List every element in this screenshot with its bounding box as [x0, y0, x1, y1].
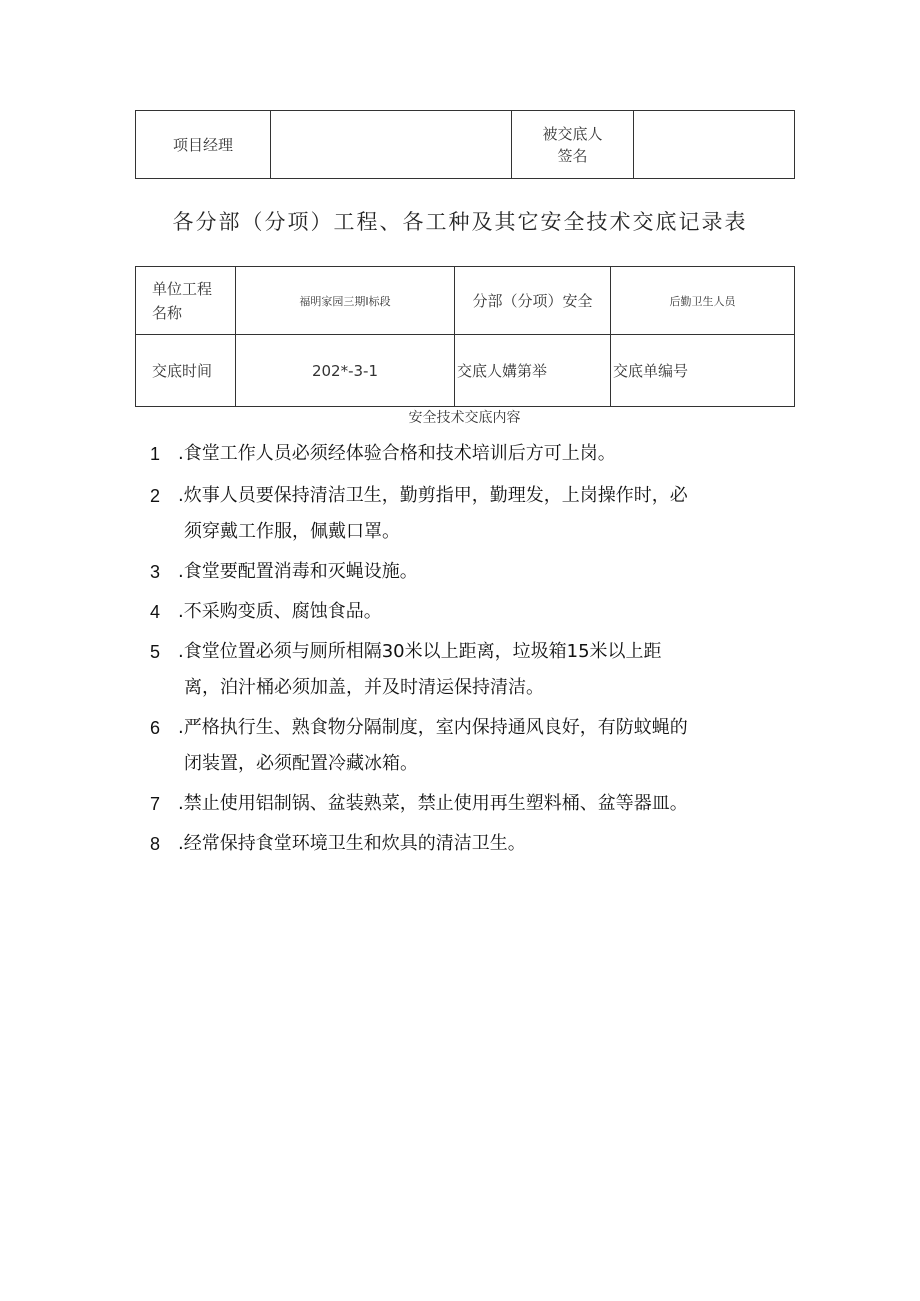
unit-label-line2: 名称 — [152, 303, 183, 322]
safety-items-list — [150, 436, 830, 862]
division-label-cell — [455, 267, 611, 335]
info-row-time — [136, 335, 795, 407]
item-number: 4 — [150, 602, 161, 622]
manager-value-cell — [271, 111, 512, 179]
list-item — [150, 478, 830, 550]
item-number: 2 — [150, 486, 161, 506]
item-text: .严格执行生、熟食物分隔制度，室内保持通风良好，有防蚊蝇的 — [178, 717, 688, 738]
division-label: 分部（分项）安全 — [472, 292, 593, 310]
signature-row — [136, 111, 795, 179]
manager-label: 项目经理 — [172, 136, 233, 154]
recipient-label-line1: 被交底人 — [542, 124, 603, 143]
unit-value: 福明家园三期Ⅰ标段 — [299, 294, 391, 308]
item-number: 8 — [150, 834, 161, 854]
item-text-continued: 须穿戴工作服，佩戴口罩。 — [184, 521, 400, 542]
item-number: 6 — [150, 718, 161, 738]
list-item — [150, 594, 830, 630]
time-value: 202*-3-1 — [311, 361, 379, 380]
signature-table — [135, 110, 795, 179]
recipient-signature-cell — [634, 111, 795, 179]
time-value-cell — [236, 335, 455, 407]
page-title: 各分部（分项）工程、各工种及其它安全技术交底记录表 — [172, 210, 748, 234]
item-text-continued: 闭装置，必须配置冷藏冰箱。 — [184, 753, 418, 774]
number-label-cell — [611, 335, 795, 407]
item-number: 1 — [150, 444, 161, 464]
info-table — [135, 266, 795, 407]
recipient-label-cell — [512, 111, 634, 179]
recipient-label-line2: 签名 — [557, 146, 588, 165]
list-item — [150, 554, 830, 590]
number-label: 交底单编号 — [613, 362, 689, 380]
item-text: .食堂位置必须与厕所相隔30米以上距离，垃圾箱15米以上距 — [178, 641, 662, 662]
unit-label-cell — [136, 267, 236, 335]
division-value-cell — [611, 267, 795, 335]
content-header: 安全技术交底内容 — [408, 410, 521, 426]
division-value: 后勤卫生人员 — [669, 294, 736, 308]
item-text: .经常保持食堂环境卫生和炊具的清洁卫生。 — [178, 833, 526, 854]
item-text: .禁止使用铝制锅、盆装熟菜，禁止使用再生塑料桶、盆等器皿。 — [178, 793, 688, 814]
item-number: 5 — [150, 642, 161, 662]
manager-label-cell — [136, 111, 271, 179]
list-item — [150, 710, 830, 782]
item-text-continued: 离，泊汁桶必须加盖，并及时清运保持清洁。 — [184, 677, 544, 698]
list-item — [150, 634, 830, 706]
list-item — [150, 436, 830, 472]
list-item — [150, 826, 830, 862]
unit-label-line1: 单位工程 — [152, 279, 213, 298]
info-row-unit — [136, 267, 795, 335]
item-text: .炊事人员要保持清洁卫生，勤剪指甲，勤理发，上岗操作时，必 — [178, 485, 688, 506]
time-label: 交底时间 — [152, 362, 213, 380]
item-text: .不采购变质、腐蚀食品。 — [178, 601, 382, 622]
presenter-label-cell — [455, 335, 611, 407]
item-text: .食堂要配置消毒和灭蝇设施。 — [178, 561, 418, 582]
item-number: 7 — [150, 794, 161, 814]
unit-value-cell — [236, 267, 455, 335]
presenter-label: 交底人媾第举 — [457, 362, 548, 380]
list-item — [150, 786, 830, 822]
item-text: .食堂工作人员必须经体验合格和技术培训后方可上岗。 — [178, 443, 616, 464]
item-number: 3 — [150, 562, 161, 582]
time-label-cell — [136, 335, 236, 407]
